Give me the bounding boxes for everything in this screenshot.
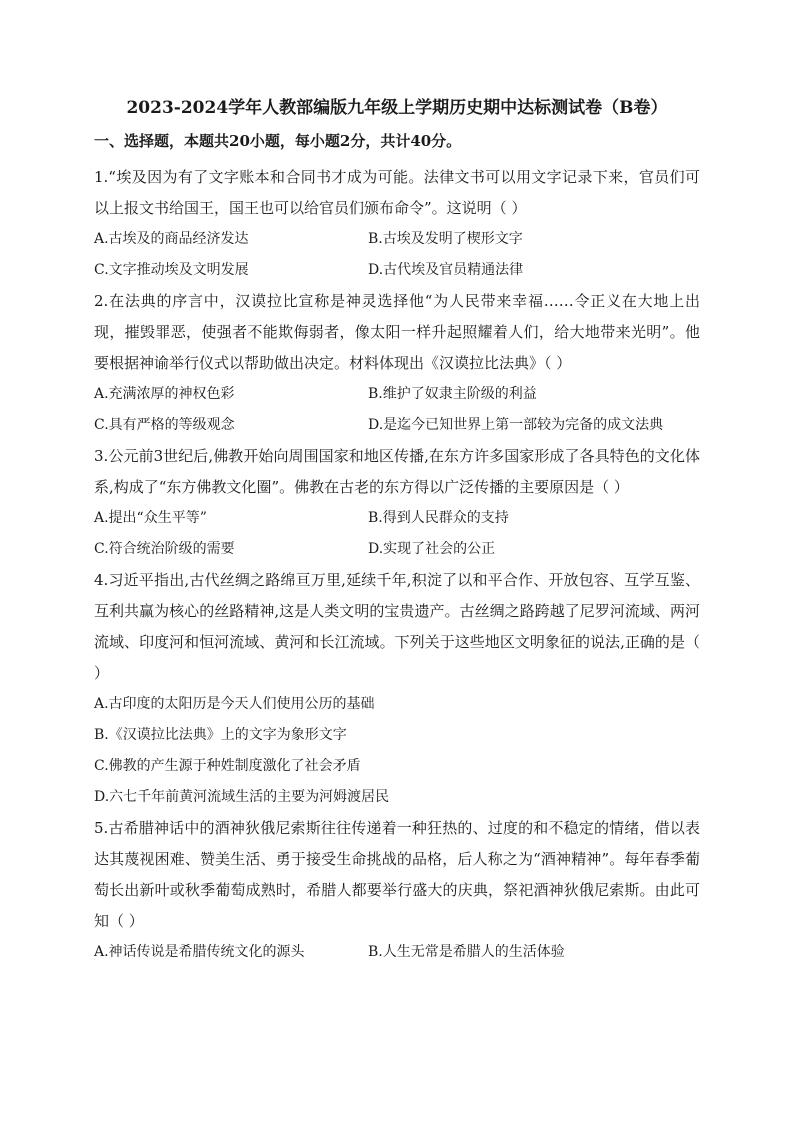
option-row: [94, 379, 700, 410]
option-d: D.古代埃及官员精通法律: [368, 262, 524, 278]
option-b: B.人生无常是希腊人的生活体验: [368, 944, 565, 960]
option-c: C.具有严格的等级观念: [94, 417, 235, 433]
option-row: [94, 410, 700, 441]
option-c: C.佛教的产生源于种姓制度激化了社会矛盾: [94, 758, 361, 774]
exam-title: 2023-2024学年人教部编版九年级上学期历史期中达标测试卷（B卷）: [126, 98, 668, 118]
option-b: B.维护了奴隶主阶级的利益: [368, 386, 537, 402]
option-b: B.得到人民群众的支持: [368, 510, 509, 526]
question-stem: 4.习近平指出,古代丝绸之路绵亘万里,延续千年,积淀了以和平合作、开放包容、互学互鉴、互利共赢为核心的丝路精神,这是人类文明的宝贵遗产。古丝绸之路跨越了尼罗河流域、两河流域、印度河和恒河流域、黄河和长江流域。下列关于这些地区文明象征的说法,正确的是（ ）: [94, 571, 700, 682]
option-row: [94, 534, 700, 565]
option-a: A.古埃及的商品经济发达: [94, 231, 249, 247]
option-d: D.六七千年前黄河流域生活的主要为河姆渡居民: [94, 789, 390, 805]
option-d: D.是迄今已知世界上第一部较为完备的成文法典: [368, 417, 664, 433]
question-5: [94, 813, 700, 968]
question-stem: 5.古希腊神话中的酒神狄俄尼索斯往往传递着一种狂热的、过度的和不稳定的情绪，借以表达其蔑视困难、赞美生活、勇于接受生命挑战的品格，后人称之为“酒神精神”。每年春季葡萄长出新叶或秋季葡萄成熟时，希腊人都要举行盛大的庆典，祭祀酒神狄俄尼索斯。由此可知（ ）: [94, 819, 700, 930]
option-a: A.古印度的太阳历是今天人们使用公历的基础: [94, 696, 375, 712]
option-c: C.符合统治阶级的需要: [94, 541, 235, 557]
question-stem: 1.“埃及因为有了文字账本和合同书才成为可能。法律文书可以用文字记录下来，官员们可以上报文书给国王，国王也可以给官员们颁布命令”。这说明（ ）: [94, 168, 700, 217]
question-2: [94, 286, 700, 441]
question-3: [94, 441, 700, 565]
question-stem: 3.公元前3世纪后,佛教开始向周围国家和地区传播,在东方许多国家形成了各具特色的文化体系,构成了“东方佛教文化圈”。佛教在古老的东方得以广泛传播的主要原因是（ ）: [94, 447, 700, 496]
option-a: A.神话传说是希腊传统文化的源头: [94, 944, 305, 960]
option-row: [94, 255, 700, 286]
question-stem: 2.在法典的序言中，汉谟拉比宣称是神灵选择他“为人民带来幸福……令正义在大地上出现，摧毁罪恶，使强者不能欺侮弱者，像太阳一样升起照耀着人们，给大地带来光明”。他要根据神谕举行仪式以帮助做出决定。材料体现出《汉谟拉比法典》（ ）: [94, 292, 700, 372]
question-1: [94, 162, 700, 286]
option-row: [94, 224, 700, 255]
question-4: [94, 565, 700, 813]
option-b: B.《汉谟拉比法典》上的文字为象形文字: [94, 727, 347, 743]
option-a: A.提出“众生平等”: [94, 510, 207, 526]
option-a: A.充满浓厚的神权色彩: [94, 386, 235, 402]
option-d: D.实现了社会的公正: [368, 541, 496, 557]
option-b: B.古埃及发明了楔形文字: [368, 231, 523, 247]
section-heading: 一、选择题，本题共20小题，每小题2分，共计40分。: [94, 132, 462, 150]
option-row: [94, 503, 700, 534]
option-row: [94, 937, 700, 968]
option-c: C.文字推动埃及文明发展: [94, 262, 249, 278]
